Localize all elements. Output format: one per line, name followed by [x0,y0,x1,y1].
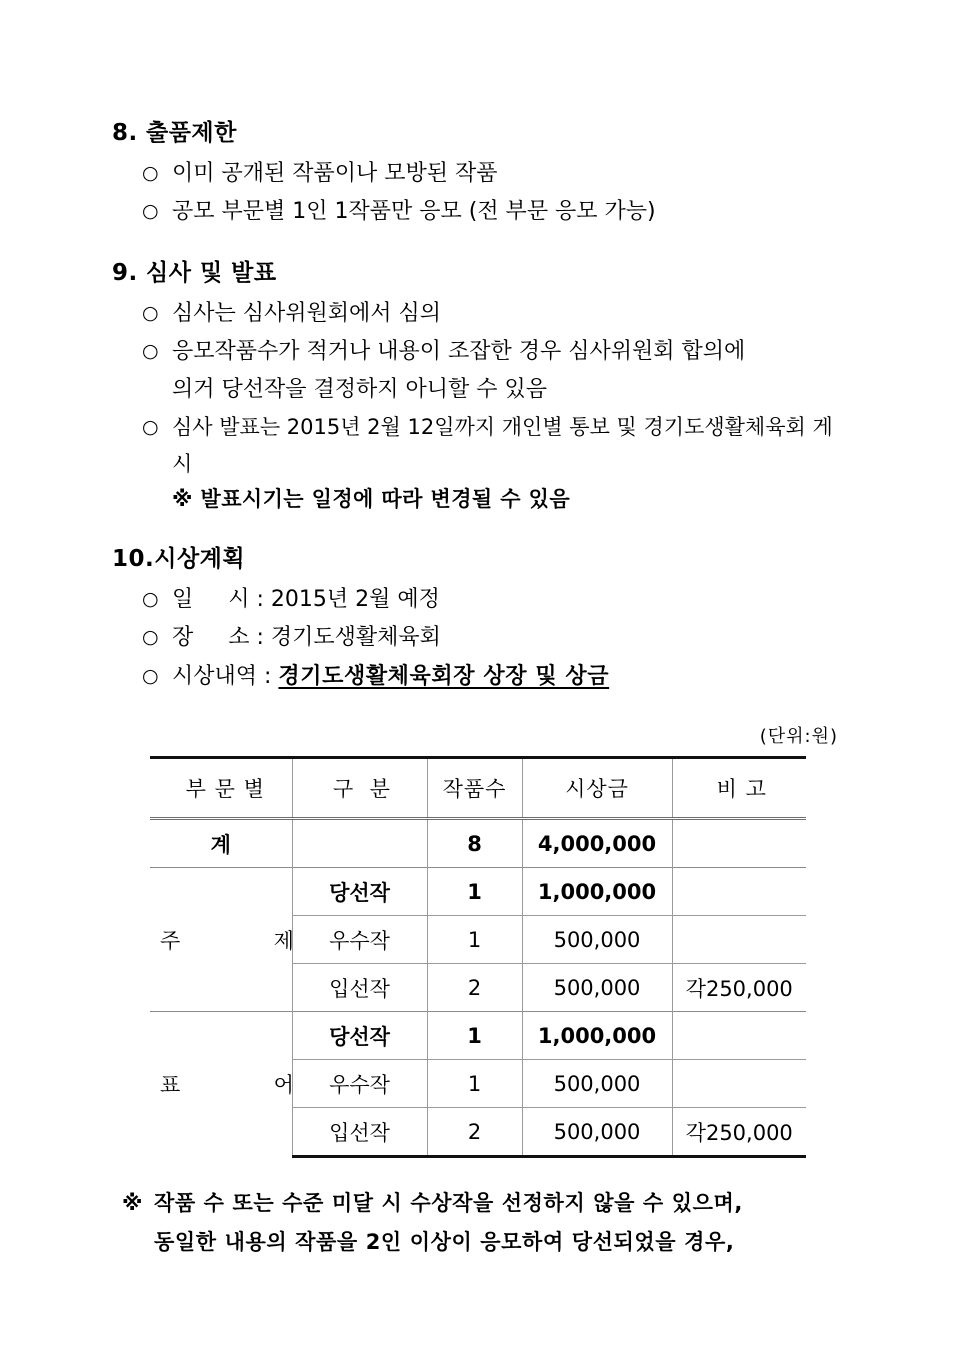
table-header-row [150,758,806,819]
bullet-circle-icon: ○ [142,339,159,362]
col-header-category: 부 문 별 [150,758,292,819]
section-10-item-date-value: 2015년 2월 예정 [270,587,440,613]
table-head [150,758,806,819]
cell-division-slogan-2: 우수작 [292,1060,427,1108]
section-8-number: 8. [112,120,138,146]
cell-prize-theme-1: 1,000,000 [522,868,672,916]
cell-count-slogan-1: 1 [427,1012,522,1060]
bullet-circle-icon: ○ [142,626,159,649]
section-10-item-place [142,619,840,657]
cell-remark-theme-2 [672,916,806,964]
bullet-circle-icon: ○ [142,162,159,185]
section-8-item-2-text: 공모 부문별 1인 1작품만 응모 (전 부문 응모 가능) [172,199,656,225]
footnote-line-1 [122,1184,840,1223]
footnote-line-1-text: 작품 수 또는 수준 미달 시 수상작을 선정하지 않을 수 있으며, [154,1191,743,1216]
cell-remark-theme-3: 각250,000 [672,964,806,1012]
section-9-item-1-text: 심사는 심사위원회에서 심의 [172,300,442,326]
col-header-prize: 시상금 [522,758,672,819]
section-10-item-award-body [172,658,840,696]
cell-total-category: 계 [150,819,292,868]
section-10-item-place-body [172,619,840,657]
col-header-count: 작품수 [427,758,522,819]
section-10-heading [112,544,840,575]
section-9-note: ※ 발표시기는 일정에 따라 변경될 수 있음 [172,487,571,512]
cell-total-division [292,819,427,868]
cell-category-theme: 주 제 [150,868,292,1012]
cell-remark-slogan-3: 각250,000 [672,1108,806,1157]
cell-count-theme-3: 2 [427,964,522,1012]
section-10-item-place-value: 경기도생활체육회 [270,625,441,651]
section-9-item-2 [142,333,840,410]
cell-remark-slogan-2 [672,1060,806,1108]
section-8-heading [112,118,840,149]
reference-mark-icon: ※ [122,1191,144,1216]
col-header-remark: 비 고 [672,758,806,819]
section-9-item-2-line-2: 의거 당선작을 결정하지 아니할 수 있음 [172,377,547,403]
section-9-item-1 [142,295,840,333]
section-9-item-2-text [172,333,840,410]
table-body [150,819,806,1157]
table-footnote [122,1184,840,1262]
award-plan-table [150,756,806,1158]
section-10-item-award-value: 경기도생활체육회장 상장 및 상금 [278,663,610,689]
cell-division-theme-3: 입선작 [292,964,427,1012]
section-10-item-date-body [172,581,840,619]
section-10 [112,544,840,696]
section-8-item-1-text: 이미 공개된 작품이나 모방된 작품 [172,161,498,187]
section-10-item-place-label: 장 소 : [172,625,271,651]
section-9-item-3 [142,409,840,482]
cell-division-slogan-1: 당선작 [292,1012,427,1060]
cell-count-slogan-3: 2 [427,1108,522,1157]
cell-total-remark [672,819,806,868]
section-10-item-date [142,581,840,619]
cell-remark-slogan-1 [672,1012,806,1060]
cell-prize-slogan-1: 1,000,000 [522,1012,672,1060]
section-10-item-date-label: 일 시 : [172,587,271,613]
section-9 [112,258,840,519]
cell-prize-theme-2: 500,000 [522,916,672,964]
bullet-circle-icon: ○ [142,200,159,223]
cell-category-slogan: 표 어 [150,1012,292,1157]
bullet-circle-icon: ○ [142,664,159,687]
cell-division-slogan-3: 입선작 [292,1108,427,1157]
cell-division-theme-2: 우수작 [292,916,427,964]
table-unit-note: (단위:원) [759,726,838,748]
section-8-item-2 [142,193,840,231]
bullet-circle-icon: ○ [142,301,159,324]
section-9-item-2-line-1: 응모작품수가 적거나 내용이 조잡한 경우 심사위원회 합의에 [172,338,746,364]
section-10-title: 시상계획 [154,546,246,573]
cell-count-theme-1: 1 [427,868,522,916]
table-row-slogan-1 [150,1012,806,1060]
section-8-item-1 [142,155,840,193]
footnote-line-2: 동일한 내용의 작품을 2인 이상이 응모하여 당선되었을 경우, [154,1229,735,1254]
bullet-circle-icon: ○ [142,416,159,439]
table-row-total [150,819,806,868]
section-10-item-award [142,658,840,696]
cell-prize-slogan-3: 500,000 [522,1108,672,1157]
cell-division-theme-1: 당선작 [292,868,427,916]
cell-prize-theme-3: 500,000 [522,964,672,1012]
cell-remark-theme-1 [672,868,806,916]
cell-prize-slogan-2: 500,000 [522,1060,672,1108]
cell-count-theme-2: 1 [427,916,522,964]
cell-total-count: 8 [427,819,522,868]
section-10-item-award-label: 시상내역 : [172,663,279,689]
section-9-number: 9. [112,259,138,286]
section-9-item-3-text: 심사 발표는 2015년 2월 12일까지 개인별 통보 및 경기도생활체육회 게시 [172,415,833,476]
cell-total-prize: 4,000,000 [522,819,672,868]
section-8 [112,118,840,232]
section-8-title: 출품제한 [146,120,237,146]
col-header-division: 구 분 [292,758,427,819]
table-row-theme-1 [150,868,806,916]
bullet-circle-icon: ○ [142,588,159,611]
cell-count-slogan-2: 1 [427,1060,522,1108]
section-10-number: 10. [112,546,155,573]
section-9-title: 심사 및 발표 [146,259,277,286]
section-9-heading [112,258,840,289]
